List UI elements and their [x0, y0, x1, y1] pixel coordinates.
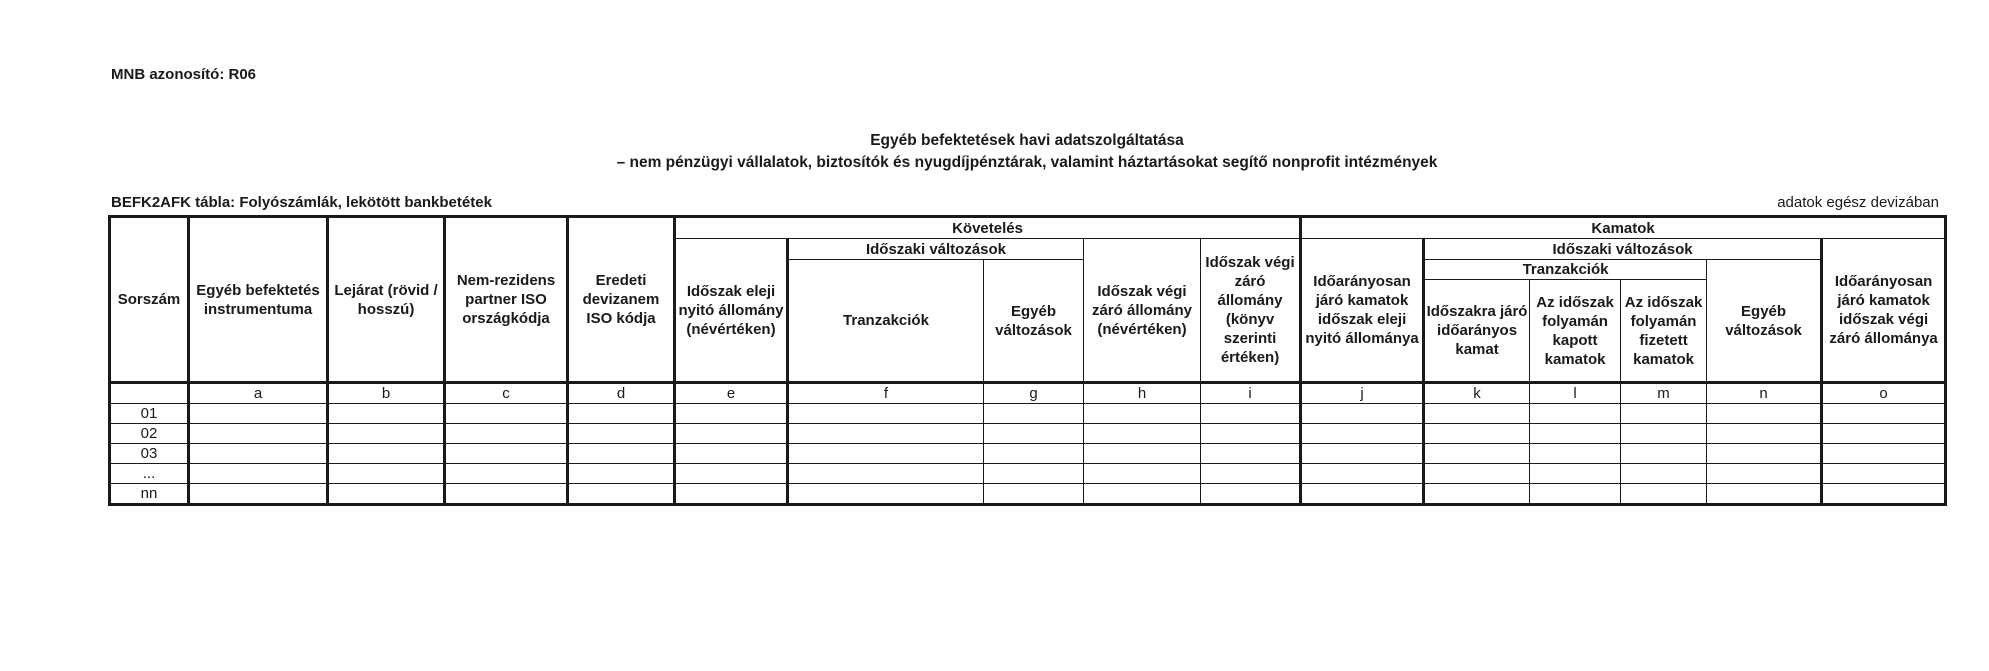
data-cell[interactable]: [1084, 424, 1201, 444]
data-cell[interactable]: [1822, 484, 1946, 505]
data-cell[interactable]: [1084, 404, 1201, 424]
col-header-d: Eredeti devizanem ISO kódja: [568, 217, 675, 383]
letter-cell: e: [675, 383, 788, 404]
title-block: [0, 130, 1989, 174]
data-cell[interactable]: [445, 464, 568, 484]
col-header-k: Időszakra járó időarányos kamat: [1424, 280, 1530, 383]
data-cell[interactable]: [189, 424, 328, 444]
letter-cell: [110, 383, 189, 404]
data-cell[interactable]: [984, 424, 1084, 444]
letter-cell: a: [189, 383, 328, 404]
data-cell[interactable]: [1301, 404, 1424, 424]
col-header-n: Egyéb változások: [1707, 260, 1822, 383]
table-name: BEFK2AFK tábla: Folyószámlák, lekötött bankbetétek: [111, 194, 492, 211]
data-cell[interactable]: [675, 404, 788, 424]
data-cell[interactable]: [1301, 424, 1424, 444]
data-cell[interactable]: [788, 444, 984, 464]
data-cell[interactable]: [1621, 444, 1707, 464]
col-header-b: Lejárat (rövid / hosszú): [328, 217, 445, 383]
data-cell[interactable]: [1084, 484, 1201, 505]
data-cell[interactable]: [189, 464, 328, 484]
data-cell[interactable]: [1530, 404, 1621, 424]
col-header-sorszam: Sorszám: [110, 217, 189, 383]
data-cell[interactable]: [1424, 464, 1530, 484]
row-number: nn: [110, 484, 189, 505]
data-cell[interactable]: [984, 444, 1084, 464]
data-cell[interactable]: [1301, 444, 1424, 464]
data-cell[interactable]: [1201, 404, 1301, 424]
col-header-h: Időszak végi záró állomány (névértéken): [1084, 239, 1201, 383]
data-cell[interactable]: [1621, 404, 1707, 424]
data-cell[interactable]: [1707, 484, 1822, 505]
group-header-kamatok: Kamatok: [1301, 217, 1946, 239]
data-cell[interactable]: [675, 484, 788, 505]
letter-cell: m: [1621, 383, 1707, 404]
letter-cell: g: [984, 383, 1084, 404]
data-cell[interactable]: [189, 484, 328, 505]
data-cell[interactable]: [568, 464, 675, 484]
mnb-identifier: MNB azonosító: R06: [111, 66, 257, 83]
col-header-m: Az időszak folyamán fizetett kamatok: [1621, 280, 1707, 383]
data-cell[interactable]: [984, 404, 1084, 424]
row-number: 02: [110, 424, 189, 444]
data-cell[interactable]: [568, 444, 675, 464]
col-header-a: Egyéb befektetés instrumentuma: [189, 217, 328, 383]
data-cell[interactable]: [445, 484, 568, 505]
group-header-kovetele: Követelés: [675, 217, 1301, 239]
table-row: [110, 464, 1946, 484]
data-cell[interactable]: [328, 404, 445, 424]
group-header-idoszaki-valtozasok-2: Időszaki változások: [1424, 239, 1822, 260]
col-header-j: Időarányosan járó kamatok időszak eleji nyitó állománya: [1301, 239, 1424, 383]
data-cell[interactable]: [984, 484, 1084, 505]
data-cell[interactable]: [1822, 404, 1946, 424]
letter-cell: j: [1301, 383, 1424, 404]
page-subtitle: – nem pénzügyi vállalatok, biztosítók és nyugdíjpénztárak, valamint háztartásokat segítő nonprofit intézmények: [616, 154, 1438, 171]
data-cell[interactable]: [1424, 404, 1530, 424]
row-number: ...: [110, 464, 189, 484]
data-cell[interactable]: [328, 484, 445, 505]
data-cell[interactable]: [1084, 444, 1201, 464]
data-cell[interactable]: [788, 464, 984, 484]
col-header-l: Az időszak folyamán kapott kamatok: [1530, 280, 1621, 383]
letter-cell: b: [328, 383, 445, 404]
col-header-i: Időszak végi záró állomány (könyv szerinti értéken): [1201, 239, 1301, 383]
letter-cell: n: [1707, 383, 1822, 404]
table-row: [110, 484, 1946, 505]
table-row: [110, 444, 1946, 464]
row-number: 01: [110, 404, 189, 424]
group-header-tranzakciok-2: Tranzakciók: [1424, 260, 1707, 280]
data-cell[interactable]: [568, 404, 675, 424]
letter-row: [110, 383, 1946, 404]
letter-cell: l: [1530, 383, 1621, 404]
data-cell[interactable]: [328, 424, 445, 444]
data-cell[interactable]: [675, 464, 788, 484]
data-cell[interactable]: [568, 424, 675, 444]
data-cell[interactable]: [984, 464, 1084, 484]
data-cell[interactable]: [445, 424, 568, 444]
col-header-e: Időszak eleji nyitó állomány (névértéken): [675, 239, 788, 383]
unit-note: adatok egész devizában: [1777, 194, 1939, 211]
letter-cell: c: [445, 383, 568, 404]
table-row: [110, 424, 1946, 444]
row-number: 03: [110, 444, 189, 464]
data-cell[interactable]: [1530, 444, 1621, 464]
col-header-c: Nem-rezidens partner ISO országkódja: [445, 217, 568, 383]
data-cell[interactable]: [1621, 424, 1707, 444]
letter-cell: d: [568, 383, 675, 404]
data-cell[interactable]: [1424, 444, 1530, 464]
col-header-o: Időarányosan járó kamatok időszak végi záró állománya: [1822, 239, 1946, 383]
data-cell[interactable]: [1621, 464, 1707, 484]
data-table: [108, 215, 1947, 506]
letter-cell: k: [1424, 383, 1530, 404]
data-cell[interactable]: [328, 444, 445, 464]
data-cell[interactable]: [1424, 424, 1530, 444]
col-header-g: Egyéb változások: [984, 260, 1084, 383]
letter-cell: f: [788, 383, 984, 404]
data-cell[interactable]: [1530, 484, 1621, 505]
data-cell[interactable]: [788, 484, 984, 505]
data-cell[interactable]: [1822, 424, 1946, 444]
data-cell[interactable]: [1424, 484, 1530, 505]
data-cell[interactable]: [1707, 424, 1822, 444]
data-cell[interactable]: [1707, 404, 1822, 424]
data-cell[interactable]: [445, 444, 568, 464]
data-cell[interactable]: [675, 424, 788, 444]
data-cell[interactable]: [788, 424, 984, 444]
data-cell[interactable]: [788, 404, 984, 424]
data-cell[interactable]: [1621, 484, 1707, 505]
data-cell[interactable]: [1201, 424, 1301, 444]
data-cell[interactable]: [568, 484, 675, 505]
data-cell[interactable]: [1707, 464, 1822, 484]
data-cell[interactable]: [1084, 464, 1201, 484]
data-cell[interactable]: [328, 464, 445, 484]
letter-cell: i: [1201, 383, 1301, 404]
data-cell[interactable]: [445, 404, 568, 424]
table-row: [110, 404, 1946, 424]
data-cell[interactable]: [1201, 444, 1301, 464]
letter-cell: h: [1084, 383, 1201, 404]
data-cell[interactable]: [189, 444, 328, 464]
col-header-f: Tranzakciók: [788, 260, 984, 383]
group-header-idoszaki-valtozasok-1: Időszaki változások: [788, 239, 1084, 260]
data-cell[interactable]: [1201, 484, 1301, 505]
data-cell[interactable]: [1301, 484, 1424, 505]
data-cell[interactable]: [1707, 444, 1822, 464]
data-cell[interactable]: [189, 404, 328, 424]
data-cell[interactable]: [1822, 444, 1946, 464]
data-cell[interactable]: [1301, 464, 1424, 484]
data-cell[interactable]: [675, 444, 788, 464]
data-cell[interactable]: [1530, 424, 1621, 444]
page-title: Egyéb befektetések havi adatszolgáltatása: [870, 132, 1184, 149]
letter-cell: o: [1822, 383, 1946, 404]
data-cell[interactable]: [1530, 464, 1621, 484]
data-cell[interactable]: [1201, 464, 1301, 484]
data-cell[interactable]: [1822, 464, 1946, 484]
